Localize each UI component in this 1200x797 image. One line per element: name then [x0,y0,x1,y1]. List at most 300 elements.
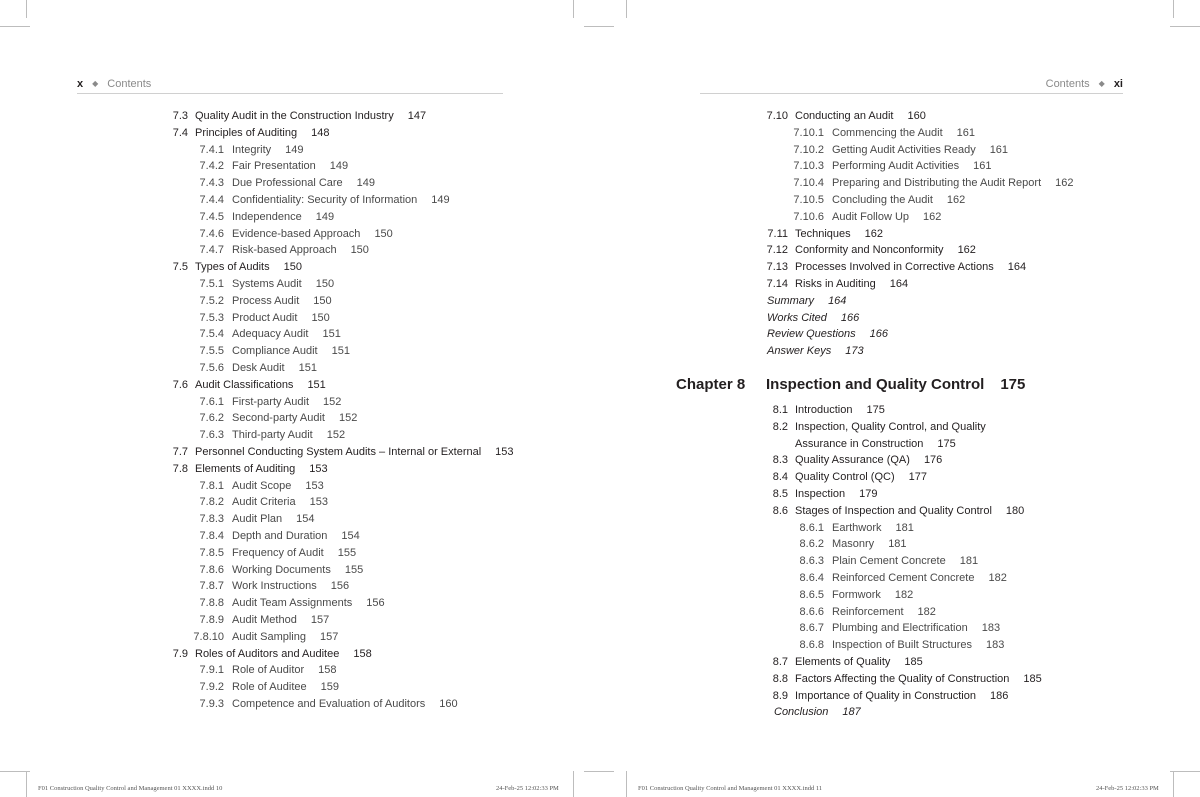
chapter-title: Inspection and Quality Control [766,376,985,393]
toc-entry [0,646,573,663]
toc-entry-page: 154 [296,513,315,526]
toc-entry [600,503,1200,520]
toc-entry-page: 160 [439,697,458,710]
toc-entry-title: Conformity and Nonconformity [795,244,944,257]
toc-entry-page: 187 [842,706,861,719]
toc-entry [600,175,1200,192]
toc-entry-number: 7.8 [172,462,188,475]
toc-entry [0,192,573,209]
toc-entry-number: 7.9.3 [199,697,224,710]
toc-entry-title: First-party Audit [232,395,310,408]
toc-entry [600,688,1200,705]
toc-entry-page: 155 [344,563,364,576]
left-footer-file: F01 Construction Quality Control and Management 01 XXXX.indd 10 [38,785,223,792]
crop-mark [1173,771,1174,797]
toc-entry-number: 7.8.8 [199,597,224,610]
toc-entry-title: Audit Sampling [232,630,306,643]
toc-entry-number: 7.10.4 [793,177,824,190]
crop-mark [0,771,30,772]
toc-entry-title: Quality Audit in the Construction Industry [195,110,394,122]
right-toc-a [600,108,1200,360]
toc-entry-number: 7.10 [766,110,788,122]
toc-entry-page: 185 [904,655,923,668]
toc-entry-title: Competence and Evaluation of Auditors [232,697,426,710]
toc-entry-page: 164 [1007,261,1027,274]
toc-entry-page: 149 [315,210,335,223]
toc-entry-number: 7.6 [172,378,188,391]
toc-entry-title: Third-party Audit [232,429,313,442]
toc-entry [0,562,573,579]
toc-entry-title: Depth and Duration [232,529,328,542]
toc-entry-number: 8.5 [772,487,788,500]
toc-entry-page: 162 [946,193,966,206]
toc-entry-title: Integrity [232,143,272,156]
toc-entry [0,108,573,125]
toc-entry-page: 152 [338,412,358,425]
toc-entry [600,293,1200,310]
toc-entry-page: 183 [986,639,1005,652]
crop-mark [626,0,627,18]
toc-entry [0,444,573,461]
toc-entry-page: 162 [864,227,884,240]
toc-entry-page: 176 [923,454,943,467]
toc-entry [600,242,1200,259]
toc-entry-number: 7.4.1 [199,143,224,156]
toc-entry-title: Desk Audit [232,361,285,374]
toc-entry-page: 150 [374,227,393,240]
toc-entry-number: 8.3 [772,454,788,467]
toc-entry-page: 148 [311,126,330,139]
toc-entry [0,696,573,713]
toc-entry-number: 8.9 [772,689,788,702]
toc-entry-title: Audit Scope [232,479,292,492]
toc-entry-title: Processes Involved in Corrective Actions [795,261,994,274]
toc-entry-number: 8.6.3 [799,555,824,568]
chapter-label: Chapter 8 [676,376,746,393]
left-toc [0,108,573,713]
toc-entry-number: 7.5 [172,261,188,274]
toc-entry-title-continued: Assurance in Construction [795,437,924,450]
toc-entry [600,125,1200,142]
toc-entry-number: 8.7 [772,655,788,668]
diamond-icon: ◆ [1098,79,1105,88]
toc-entry-page: 154 [341,529,360,542]
toc-entry-number: 8.6.1 [799,521,824,534]
toc-entry [600,108,1200,125]
toc-entry [0,511,573,528]
toc-entry-number: 7.8.10 [193,630,224,643]
toc-entry-title: Elements of Quality [795,655,891,668]
toc-entry-page: 153 [305,479,324,492]
toc-entry-title: Second-party Audit [232,412,325,425]
toc-entry [0,276,573,293]
toc-entry-number: 7.5.5 [199,345,224,358]
toc-entry-page: 175 [866,404,885,416]
toc-entry-page: 181 [959,555,979,568]
toc-entry-title: Due Professional Care [232,177,343,190]
toc-entry [0,259,573,276]
toc-entry-title: Role of Auditee [232,681,307,694]
toc-entry-title: Audit Criteria [232,496,296,509]
toc-entry-number: 7.3 [172,110,188,122]
toc-entry-title: Evidence-based Approach [232,227,361,240]
toc-entry-title: Quality Assurance (QA) [795,454,910,467]
right-running-head [1046,78,1123,90]
toc-entry-number: 7.8.9 [199,613,224,626]
toc-entry-page: 161 [956,126,976,139]
crop-mark [584,26,614,27]
toc-entry-title: Inspection [795,487,846,500]
crop-mark [573,771,574,797]
toc-entry-page: 151 [307,378,326,391]
toc-entry-page: 183 [981,622,1001,635]
left-running-head [77,78,151,90]
toc-entry-title: Fair Presentation [232,160,316,173]
toc-entry-title: Risks in Auditing [795,277,876,290]
toc-entry-title: Preparing and Distributing the Audit Report [832,177,1042,190]
toc-entry-number: 7.8.3 [199,513,224,526]
toc-entry [600,587,1200,604]
toc-entry [0,612,573,629]
toc-entry-page: 162 [1055,177,1074,190]
toc-entry-page: 149 [285,143,304,156]
toc-entry [0,125,573,142]
toc-entry [0,360,573,377]
toc-entry-title: Confidentiality: Security of Information [232,193,418,206]
toc-entry-page: 150 [315,277,335,290]
toc-entry-page: 149 [356,177,376,190]
toc-entry-number: 7.8.7 [199,580,224,593]
toc-entry-title: Adequacy Audit [232,328,309,341]
toc-entry-title: Audit Plan [232,513,283,526]
toc-entry-page: 151 [322,328,341,341]
toc-entry-title: Types of Audits [195,261,270,274]
toc-entry-title: Inspection of Built Structures [832,639,973,652]
toc-entry-title: Stages of Inspection and Quality Control [795,504,992,517]
toc-entry-page: 158 [353,647,372,660]
toc-entry [0,427,573,444]
toc-entry-number: 7.4.2 [199,160,224,173]
crop-mark [26,0,27,18]
toc-entry-page: 158 [318,664,337,677]
toc-entry-number: 7.9.1 [199,664,224,677]
toc-entry [0,326,573,343]
toc-entry-page: 179 [859,487,878,500]
toc-entry-number: 7.6.3 [199,429,224,442]
crop-mark [1173,0,1174,18]
toc-entry-page: 151 [298,361,317,374]
crop-mark [584,771,614,772]
toc-entry [0,158,573,175]
toc-entry-page: 153 [309,496,328,509]
toc-entry-page: 159 [320,681,339,694]
toc-entry-title: Audit Follow Up [832,210,910,223]
toc-entry-number: 7.10.3 [793,160,824,173]
toc-entry [600,654,1200,671]
toc-entry [0,494,573,511]
toc-entry-number: 7.5.2 [199,294,224,307]
toc-entry-page: 160 [907,110,926,122]
toc-entry [600,402,1200,419]
toc-entry-title: Conducting an Audit [795,110,894,122]
toc-entry-title: Importance of Quality in Construction [795,689,976,702]
toc-entry [0,662,573,679]
toc-entry-title: Works Cited [767,311,827,324]
toc-entry [600,469,1200,486]
toc-entry-number: 7.8.6 [199,563,224,576]
toc-entry-page: 157 [310,613,330,626]
toc-entry [0,242,573,259]
toc-entry [600,310,1200,327]
toc-entry-number: 8.6.2 [799,538,824,551]
toc-entry-page: 152 [326,429,346,442]
toc-entry-title: Conclusion [774,706,829,719]
toc-entry-number: 7.10.2 [793,143,824,156]
toc-entry-page: 164 [828,294,847,307]
toc-entry [0,394,573,411]
toc-entry-title: Elements of Auditing [195,462,296,475]
toc-entry [0,461,573,478]
toc-entry-number: 8.1 [772,404,788,416]
toc-entry-page: 181 [888,538,907,551]
diamond-icon: ◆ [92,79,99,88]
toc-entry-page: 166 [840,311,860,324]
toc-entry [600,553,1200,570]
toc-entry-title: Concluding the Audit [832,193,933,206]
toc-entry-title: Frequency of Audit [232,546,324,559]
toc-entry-title: Getting Audit Activities Ready [832,143,976,156]
toc-entry-number: 7.8.5 [199,546,224,559]
toc-entry-page: 166 [869,328,889,341]
toc-entry-number: 7.8.1 [199,479,224,492]
toc-entry [600,536,1200,553]
toc-entry-number: 7.9.2 [199,681,224,694]
toc-entry-page: 182 [988,571,1007,584]
toc-entry-title: Earthwork [832,521,882,534]
crop-mark [0,26,30,27]
toc-entry [600,209,1200,226]
toc-entry-title: Risk-based Approach [232,244,337,257]
toc-entry-title: Formwork [832,588,881,601]
crop-mark [626,771,627,797]
toc-entry [0,478,573,495]
toc-entry [0,209,573,226]
toc-entry-title: Commencing the Audit [832,126,943,139]
toc-entry-number: 8.6 [772,504,788,517]
toc-entry-title: Answer Keys [767,345,832,358]
toc-entry [600,671,1200,688]
right-footer-date: 24-Feb-25 12:02:33 PM [1096,785,1159,792]
toc-entry-title: Work Instructions [232,580,317,593]
toc-entry-page: 182 [894,588,914,601]
toc-entry-number: 8.8 [772,672,788,685]
toc-entry-number: 7.4.7 [199,244,224,257]
chapter-page: 175 [1000,376,1026,393]
toc-entry [600,343,1200,360]
toc-entry-number: 8.6.6 [799,605,824,618]
toc-entry-page: 153 [309,462,328,475]
toc-entry [600,452,1200,469]
toc-entry [600,259,1200,276]
toc-entry-title: Compliance Audit [232,345,318,358]
toc-entry [0,528,573,545]
crop-mark [26,771,27,797]
toc-entry-page: 150 [311,311,330,324]
toc-entry-title: Independence [232,210,302,223]
right-page-number: xi [1113,78,1123,90]
toc-entry-number: 8.6.4 [799,571,824,584]
toc-entry-title: Process Audit [232,294,300,307]
toc-entry-page: 164 [889,277,909,290]
toc-entry-page: 182 [917,605,936,618]
toc-entry-page: 181 [895,521,914,534]
left-footer-date: 24-Feb-25 12:02:33 PM [496,785,559,792]
toc-entry-title: Systems Audit [232,277,302,290]
toc-entry [600,520,1200,537]
toc-entry [0,578,573,595]
toc-entry-page: 185 [1023,672,1042,685]
toc-entry-title: Plain Cement Concrete [832,555,946,568]
toc-entry [0,343,573,360]
toc-entry-title: Audit Team Assignments [232,597,353,610]
toc-entry-title: Personnel Conducting System Audits – Internal or External [195,445,482,458]
toc-entry-number: 7.12 [766,244,788,257]
toc-entry-number: 7.4.4 [199,193,224,206]
right-footer-file: F01 Construction Quality Control and Management 01 XXXX.indd 11 [638,785,823,792]
toc-entry-page: 152 [323,395,342,408]
right-toc-b [600,402,1200,721]
toc-entry-title: Audit Classifications [195,378,294,391]
toc-entry [0,310,573,327]
toc-entry-number: 7.8.2 [199,496,224,509]
toc-entry-page: 162 [957,244,976,257]
toc-entry-number: 8.6.7 [799,622,824,635]
toc-entry [0,595,573,612]
toc-entry-number: 7.13 [766,261,788,274]
toc-entry-page: 149 [329,160,349,173]
toc-entry-title: Inspection, Quality Control, and Quality [795,420,986,433]
toc-entry-page: 161 [973,160,992,173]
left-running-title: Contents [107,78,152,90]
toc-entry-title: Working Documents [232,563,331,576]
toc-entry-page: 186 [989,689,1009,702]
toc-entry-number: 7.5.4 [199,328,224,341]
toc-entry-title: Product Audit [232,311,298,324]
toc-entry [600,226,1200,243]
toc-entry-number: 8.2 [772,420,788,433]
toc-entry-title: Review Questions [767,328,856,341]
toc-entry [0,142,573,159]
toc-entry-page: 175 [937,437,956,450]
toc-entry-page: 161 [989,143,1009,156]
toc-entry-title: Reinforcement [832,605,904,618]
toc-entry-page: 156 [330,580,350,593]
toc-entry-number: 7.5.3 [199,311,224,324]
toc-entry-title: Principles of Auditing [195,126,298,139]
toc-entry [600,570,1200,587]
toc-entry [600,620,1200,637]
toc-entry [0,629,573,646]
toc-entry [600,604,1200,621]
toc-entry [0,679,573,696]
left-header-rule [77,93,503,94]
toc-entry-number: 8.4 [772,471,788,484]
toc-entry [600,142,1200,159]
right-running-title: Contents [1045,78,1090,90]
toc-entry [600,704,1200,721]
toc-entry [600,637,1200,654]
toc-entry-title: Masonry [832,538,875,551]
toc-entry-page: 151 [331,345,350,358]
toc-entry-page: 150 [350,244,369,257]
toc-entry-number: 7.10.5 [793,193,824,206]
toc-entry-page: 157 [320,630,339,643]
toc-entry [0,545,573,562]
toc-entry-page: 162 [923,210,942,223]
toc-entry [600,276,1200,293]
toc-entry [600,486,1200,503]
toc-entry-number: 8.6.5 [799,588,824,601]
crop-mark [1170,771,1200,772]
toc-entry-number: 7.4.3 [199,177,224,190]
toc-entry-page: 180 [1005,504,1025,517]
toc-entry-title: Reinforced Cement Concrete [832,571,975,584]
crop-mark [573,0,574,18]
toc-entry-page: 153 [495,445,514,458]
chapter-heading [766,376,1025,393]
toc-entry-number: 8.6.8 [799,639,824,652]
toc-entry [0,226,573,243]
toc-entry-number: 7.4.5 [199,210,224,223]
toc-entry [0,175,573,192]
toc-entry [600,192,1200,209]
toc-entry [600,419,1200,453]
toc-entry-page: 155 [337,546,357,559]
toc-entry [600,326,1200,343]
toc-entry-page: 147 [407,110,427,122]
toc-entry-page: 177 [908,471,927,484]
toc-entry-page: 173 [845,345,864,358]
toc-entry-number: 7.10.6 [793,210,824,223]
toc-entry-number: 7.10.1 [793,126,824,139]
toc-entry-number: 7.8.4 [199,529,224,542]
toc-entry-number: 7.7 [172,445,188,458]
toc-entry-number: 7.4 [172,126,188,139]
toc-entry-number: 7.11 [767,227,788,240]
toc-entry-page: 150 [313,294,332,307]
toc-entry-number: 7.6.2 [199,412,224,425]
toc-entry-title: Role of Auditor [232,664,305,677]
toc-entry-number: 7.5.1 [199,277,224,290]
toc-entry [0,293,573,310]
toc-entry-title: Plumbing and Electrification [832,622,968,635]
toc-entry-number: 7.5.6 [199,361,224,374]
toc-entry-number: 7.6.1 [199,395,224,408]
toc-entry-number: 7.9 [172,647,188,660]
toc-entry-title: Performing Audit Activities [832,160,960,173]
toc-entry [600,158,1200,175]
toc-entry-title: Summary [767,294,815,307]
toc-entry [0,410,573,427]
toc-entry-title: Introduction [795,404,853,416]
toc-entry-title: Quality Control (QC) [795,471,895,484]
crop-mark [1170,26,1200,27]
toc-entry-number: 7.14 [766,277,788,290]
toc-entry-page: 150 [283,261,302,274]
toc-entry-number: 7.4.6 [199,227,224,240]
toc-entry-title: Roles of Auditors and Auditee [195,647,340,660]
toc-entry-page: 156 [366,597,385,610]
